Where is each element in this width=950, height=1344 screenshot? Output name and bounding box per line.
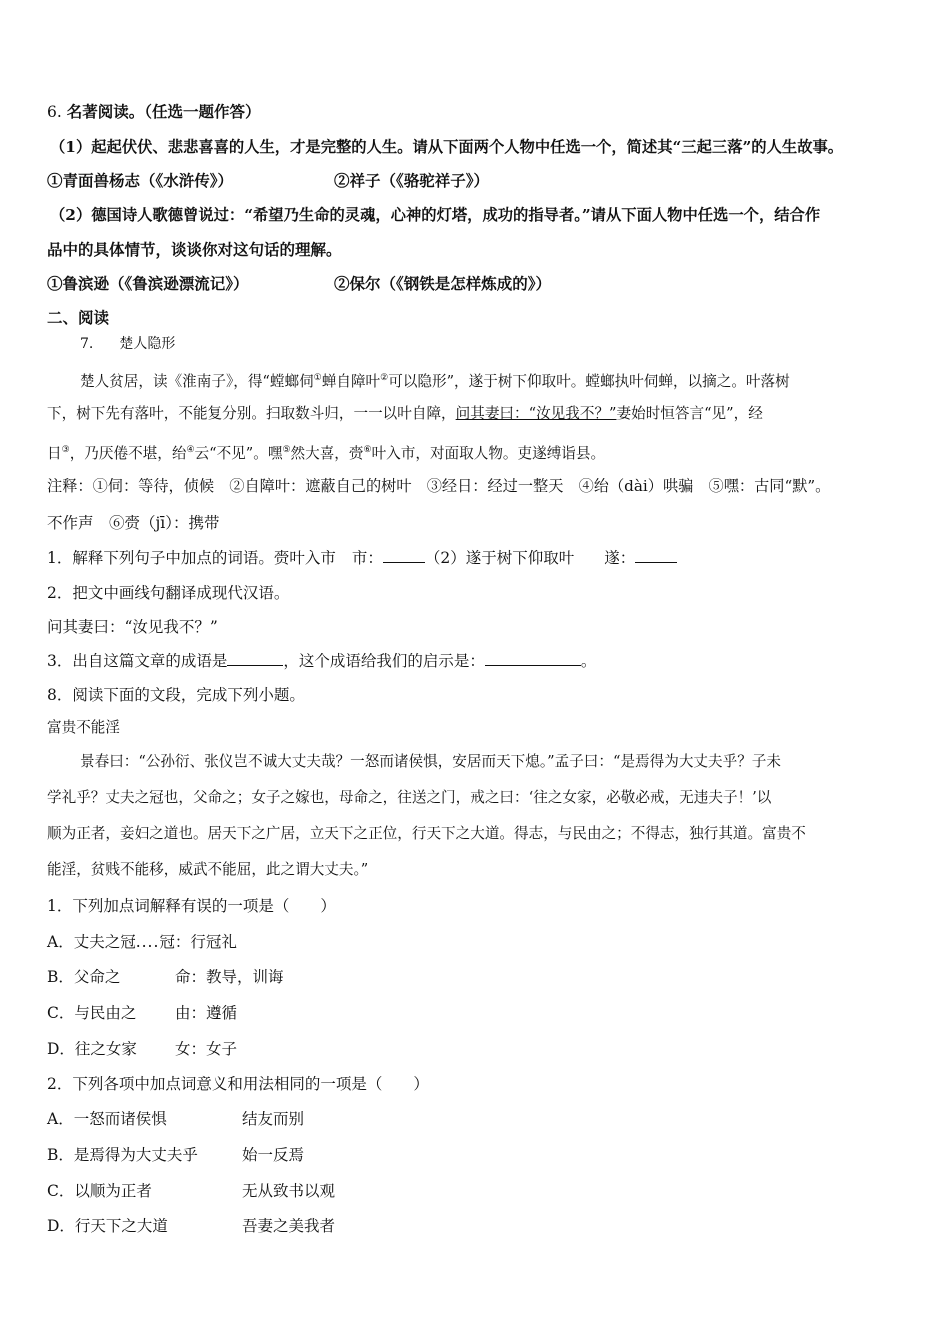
q8-sub2-option-c-compare: 无从致书以观 — [242, 1182, 336, 1200]
note-marker: ⑥ — [363, 445, 372, 455]
answer-blank[interactable] — [485, 651, 581, 666]
q8-sub2: 2．下列各项中加点词意义和用法相同的一项是（ ） — [47, 1075, 429, 1093]
q8-title: 富贵不能淫 — [47, 719, 120, 736]
q6-part2-prompt-line2: 品中的具体情节，谈谈你对这句话的理解。 — [47, 240, 342, 259]
q8-sub2-option-d-compare: 吾妻之美我者 — [242, 1217, 336, 1235]
note-marker: ③ — [61, 445, 70, 455]
q6-part2-option2: ②保尔（《钢铁是怎样炼成的》） — [334, 274, 552, 293]
q7-text-seg: 楚人贫居，读《淮南子》，得“螳螂伺 — [80, 373, 314, 390]
q7-sub3-text: ，这个成语给我们的启示是： — [283, 652, 485, 670]
q7-text-seg: 云“不见”。嘿 — [194, 445, 283, 462]
q7-text-seg: 叶入市，对面取人物。吏遂缚诣县。 — [371, 445, 606, 462]
q8-sub2-option-a[interactable]: A．一怒而诸侯惧 — [47, 1110, 167, 1128]
q6-heading: 名著阅读。 — [66, 102, 145, 121]
option-gloss: 冠：行冠礼 — [159, 933, 237, 951]
q8-text-line1: 景春曰：“公孙衍、张仪岂不诚大丈夫哉？一怒而诸侯惧，安居而天下熄。”孟子曰：“是焉得为大丈夫乎？子未 — [80, 753, 781, 770]
q8-sub2-option-c[interactable]: C．以顺为正者 — [47, 1182, 152, 1200]
q7-notes-line1: 注释：①伺：等待，侦候 ②自障叶：遮蔽自己的树叶 ③经日：经过一整天 ④绐（dài）哄骗 ⑤嘿：古同“默”。 — [47, 477, 831, 495]
answer-blank[interactable] — [635, 548, 677, 563]
q7-sub3-text: 3．出自这篇文章的成语是 — [47, 652, 228, 670]
q6-part1-option2: ②祥子（《骆驼祥子》） — [334, 171, 490, 190]
q8-sub1: 1．下列加点词解释有误的一项是（ ） — [47, 897, 336, 915]
q7-text-line3 — [47, 440, 605, 464]
q7-text-seg: 妻始时恒答言“见”，经 — [616, 405, 763, 422]
note-marker: ⑤ — [282, 445, 291, 455]
q6-part1-option1: ①青面兽杨志（《水浒传》） — [47, 171, 234, 190]
option-text: C．与民由之 — [47, 1004, 137, 1022]
q8-text-line3: 顺为正者，妾妇之道也。居天下之广居，立天下之正位，行天下之大道。得志，与民由之；不得志，独行其道。富贵不 — [47, 825, 806, 842]
q8-sub2-option-b-compare: 始一反焉 — [242, 1146, 305, 1164]
q7-heading: 楚人隐形 — [119, 336, 176, 352]
option-text: A．丈夫之冠 — [47, 933, 136, 951]
q8-sub2-option-d[interactable]: D．行天下之大道 — [47, 1217, 168, 1235]
option-text: D．往之女家 — [47, 1040, 137, 1058]
q6-part1-prompt: （1）起起伏伏、悲悲喜喜的人生，才是完整的人生。请从下面两个人物中任选一个，简述其“三起三落”的人生故事。 — [50, 138, 844, 156]
q7-sub2-sentence: 问其妻曰：“汝见我不？” — [47, 618, 218, 636]
q7-text-seg: 然大喜，赍 — [290, 445, 364, 462]
underlined-sentence: 问其妻曰：“汝见我不？” — [455, 405, 617, 422]
note-marker: ④ — [186, 445, 195, 455]
q7-sub3 — [47, 651, 596, 671]
q8-sub1-option-c[interactable] — [47, 1003, 136, 1023]
note-marker: ① — [313, 373, 322, 383]
q7-text-seg: 日 — [47, 445, 62, 462]
q6-part2-prompt-line1: （2）德国诗人歌德曾说过：“希望乃生命的灵魂，心神的灯塔，成功的指导者。”请从下面人物中任选一个，结合作 — [50, 206, 821, 224]
q7-sub1-text: 1．解释下列句子中加点的词语。赍叶入市 — [47, 549, 336, 567]
q8-sub1-option-a[interactable] — [47, 932, 237, 952]
q7-sub2: 2．把文中画线句翻译成现代汉语。 — [47, 584, 290, 602]
q7-notes-line2: 不作声 ⑥赍（jī）：携带 — [47, 514, 220, 532]
q6-part2-option1: ①鲁滨逊（《鲁滨逊漂流记》） — [47, 274, 249, 293]
q8-text-line2: 学礼乎？丈夫之冠也，父命之；女子之嫁也，母命之，往送之门，戒之曰：‘往之女家，必敬必戒，无违夫子！’以 — [47, 789, 772, 806]
q7-text-seg: 下，树下先有落叶，不能复分别。扫取数斗归，一一以叶自障， — [47, 405, 456, 422]
q7-text-line2 — [47, 404, 763, 424]
q6-title — [47, 102, 261, 122]
q7-text-seg: ，乃厌倦不堪，绐 — [69, 445, 187, 462]
q8-intro: 8．阅读下面的文段，完成下列小题。 — [47, 686, 305, 704]
section-title: 二、阅读 — [47, 308, 110, 327]
q8-text-line4: 能淫，贫贱不能移，威武不能屈，此之谓大丈夫。” — [47, 861, 369, 878]
q6-number: 6. — [47, 103, 62, 121]
q8-sub2-option-b[interactable]: B．是焉得为大丈夫乎 — [47, 1146, 198, 1164]
q8-sub1-option-b[interactable] — [47, 967, 120, 987]
q7-text-seg: 蝉自障叶 — [321, 373, 381, 390]
q7-title — [80, 334, 175, 354]
q7-sub1-label: 市： — [351, 549, 383, 567]
note-marker: ② — [380, 373, 389, 383]
q7-text-line1 — [80, 368, 790, 392]
option-text: B．父命之 — [47, 968, 121, 986]
q8-sub1-option-d[interactable] — [47, 1039, 137, 1059]
q7-sub1-label: 遂： — [604, 549, 636, 567]
answer-blank[interactable] — [383, 548, 425, 563]
q8-sub1-option-c-gloss: 由：遵循 — [175, 1004, 238, 1022]
answer-blank[interactable] — [227, 651, 283, 666]
q7-sub3-text: 。 — [580, 652, 597, 670]
q7-text-seg: 可以隐形”，遂于树下仰取叶。螳螂执叶伺蝉，以摘之。叶落树 — [388, 373, 790, 390]
emphasis-dots: .... — [135, 933, 160, 951]
q7-sub1-text: （2）遂于树下仰取叶 — [424, 549, 575, 567]
q8-sub1-option-b-gloss: 命：教导，训诲 — [175, 968, 284, 986]
q7-number: 7. — [80, 336, 94, 352]
q7-sub1 — [47, 548, 677, 568]
q8-sub1-option-d-gloss: 女：女子 — [175, 1040, 238, 1058]
q8-sub2-option-a-compare: 结友而别 — [242, 1110, 305, 1128]
q6-heading-note: （任选一题作答） — [144, 102, 261, 121]
